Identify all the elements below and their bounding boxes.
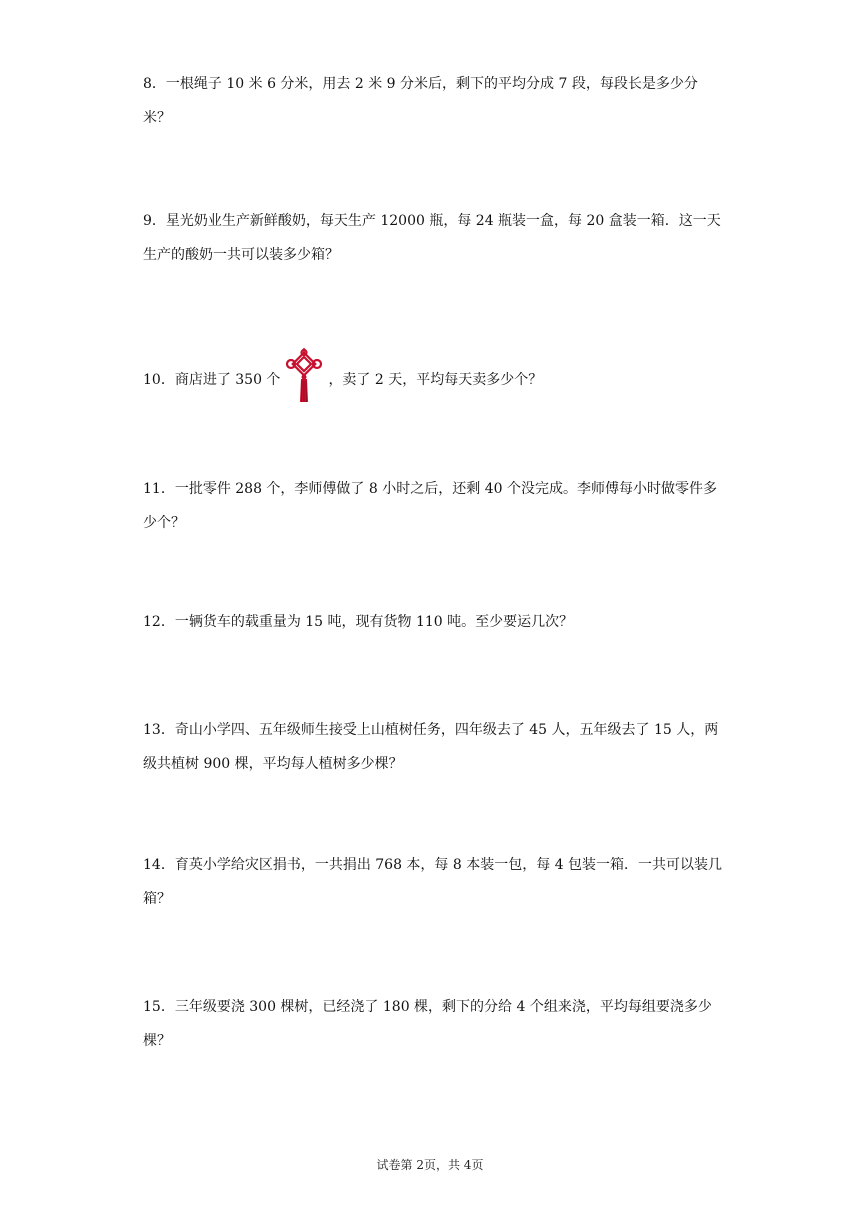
question-15: 15．三年级要浇 300 棵树，已经浇了 180 棵，剩下的分给 4 个组来浇，平均每组要浇多少棵？	[143, 999, 712, 1049]
question-14: 14．育英小学给灾区捐书，一共捐出 768 本，每 8 本装一包，每 4 包装一箱．一共可以装几箱？	[143, 857, 723, 907]
page-footer: 试卷第 2页，共 4页	[376, 1158, 484, 1172]
question-10-text-after: ，卖了 2 天，平均每天卖多少个？	[328, 372, 543, 388]
question-9: 9．星光奶业生产新鲜酸奶，每天生产 12000 瓶，每 24 瓶装一盒，每 20 盒装一箱．这一天生产的酸奶一共可以装多少箱？	[143, 213, 721, 263]
question-10	[143, 352, 723, 408]
question-12: 12．一辆货车的载重量为 15 吨，现有货物 110 吨。至少要运几次？	[143, 614, 574, 630]
question-10-text-before: 10．商店进了 350 个	[143, 372, 281, 388]
question-8: 8．一根绳子 10 米 6 分米，用去 2 米 9 分米后，剩下的平均分成 7 段，每段长是多少分米？	[143, 76, 698, 126]
chinese-knot-icon	[282, 348, 326, 404]
question-13: 13．奇山小学四、五年级师生接受上山植树任务，四年级去了 45 人，五年级去了 15 人，两级共植树 900 棵，平均每人植树多少棵？	[143, 722, 719, 772]
question-11: 11．一批零件 288 个，李师傅做了 8 小时之后，还剩 40 个没完成。李师傅每小时做零件多少个？	[143, 481, 717, 531]
